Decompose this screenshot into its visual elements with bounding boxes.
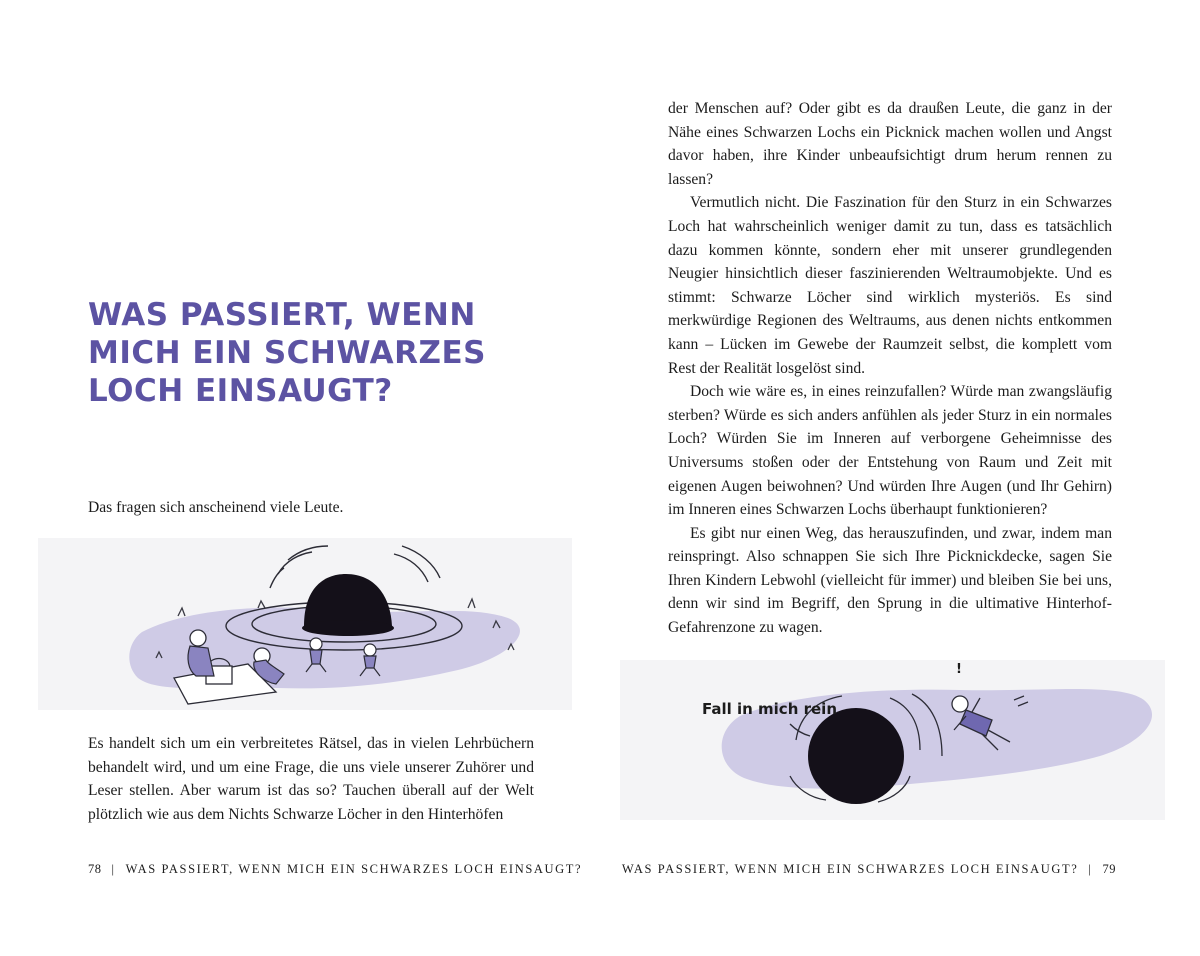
falling-black-hole-illustration [620,660,1165,820]
footer-separator: | [1088,862,1093,876]
footer-separator: | [111,862,116,876]
body-paragraph: der Menschen auf? Oder gibt es da draußen Leute, die ganz in der Nähe eines Schwarzen Lochs ein Picknick machen wollen und Angst davor haben, ihre Kinder unbeaufsichtigt drum herum rennen zu lassen? [668,100,1112,188]
picnic-black-hole-illustration [38,538,572,710]
illustration-caption: Fall in mich rein [702,700,837,718]
page-number: 79 [1102,862,1116,876]
intro-paragraph: Das fragen sich anscheinend viele Leute. [88,499,344,516]
body-paragraph: Es handelt sich um ein verbreitetes Rätsel, das in vielen Lehrbüchern behandelt wird, und um eine Frage, die uns viele unserer Zuhörer und Leser stellen. Aber warum ist das so? Tauchen überall auf der Welt plötzlich wie aus dem Nichts Schwarze Löcher in den Hinterhöfen [88,735,534,823]
page-number: 78 [88,862,102,876]
running-title: WAS PASSIERT, WENN MICH EIN SCHWARZES LOCH EINSAUGT? [125,862,583,876]
page-footer-right [622,862,1116,877]
chapter-title: WAS PASSIERT, WENN MICH EIN SCHWARZES LOCH EINSAUGT? [88,297,486,409]
page-footer-left [88,862,582,877]
body-paragraph: Doch wie wäre es, in eines reinzufallen? Würde man zwangsläufig sterben? Würde es sich anders anfühlen als jeder Sturz in ein normales Loch? Würden Sie im Inneren auf verborgene Geheimnisse des Universums stoßen oder der Entstehung von Raum und Zeit mit eigenen Augen beiwohnen? Und würden Ihre Augen (und Ihr Gehirn) im Inneren eines Schwarzen Lochs überhaupt funktionieren? [668,383,1112,519]
body-paragraph: Es gibt nur einen Weg, das herauszufinden, und zwar, indem man reinspringt. Also schnappen Sie sich Ihre Picknickdecke, sagen Sie Ihren Kindern Lebwohl (vielleicht für immer) und bleiben Sie bei uns, denn wir sind im Begriff, den Sprung in die ultimative Hinterhof-Gefahrenzone zu wagen. [668,524,1112,637]
body-paragraph: Vermutlich nicht. Die Faszination für den Sturz in ein Schwarzes Loch hat wahrscheinlich weniger damit zu tun, dass es tatsächlich dazu kommen könnte, sondern eher mit unserer grundlegenden Neugier hinsichtlich dieser faszinierenden Weltraumobjekte. Und es stimmt: Schwarze Löcher sind wirklich mysteriös. Es sind merkwürdige Regionen des Weltraums, aus denen nichts entkommen kann – Lücken im Gewebe der Raumzeit selbst, die komplett vom Rest der Realität losgelöst sind. [668,194,1112,377]
right-page-body [668,97,1112,640]
exclamation-mark: ! [956,662,962,677]
running-title: WAS PASSIERT, WENN MICH EIN SCHWARZES LOCH EINSAUGT? [621,862,1079,876]
